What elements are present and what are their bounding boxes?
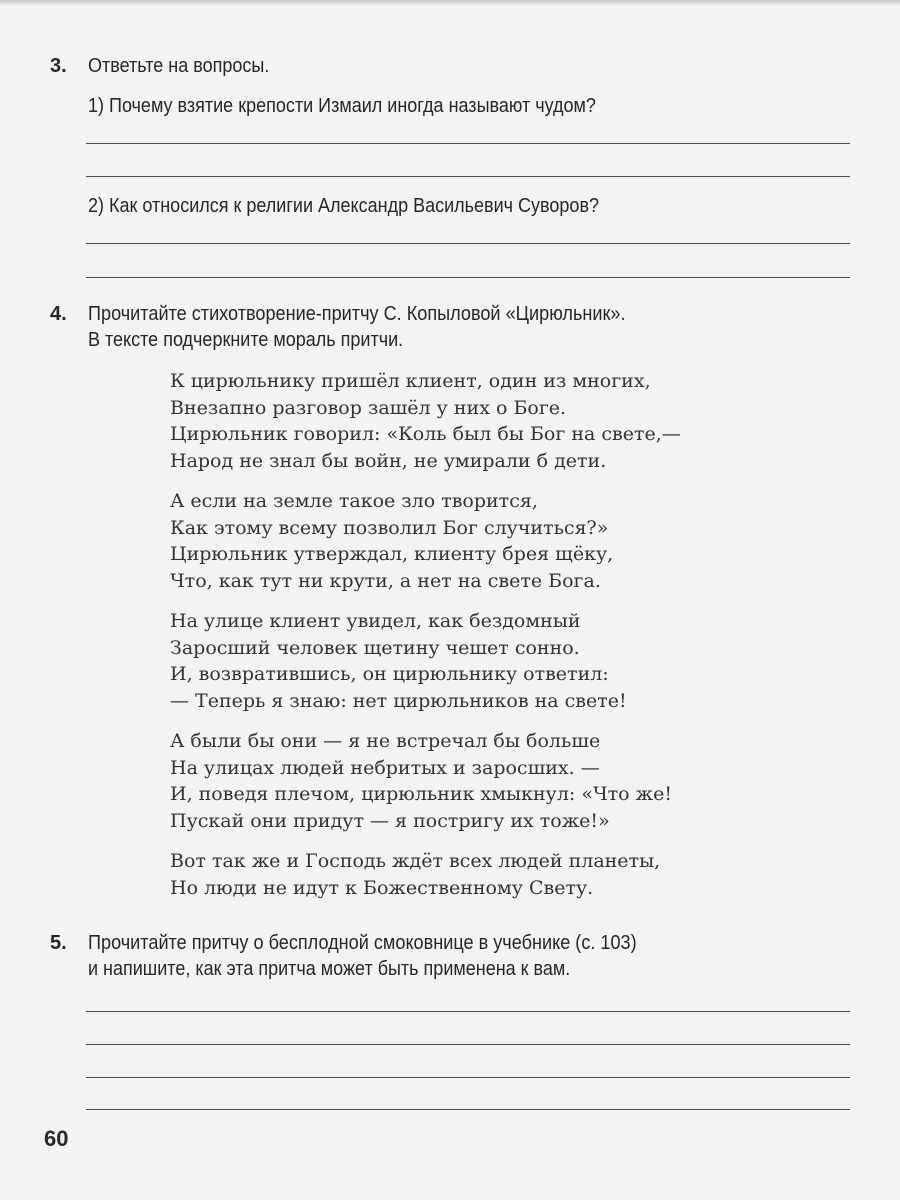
page-number: 60 [44,1126,69,1151]
poem-line: Как этому всему позволил Бог случиться?» [170,516,609,539]
task-5-number: 5. [50,932,67,954]
poem-stanza [170,728,681,834]
poem-stanza [170,488,681,594]
task-3-number: 3. [50,55,67,77]
answer-line[interactable] [86,277,850,278]
task-5-line-2: и напишите, как эта притча может быть применена к вам. [88,958,571,980]
poem-line: Вот так же и Господь ждёт всех людей планеты, [170,850,661,872]
task-4-line-2: В тексте подчеркните мораль притчи. [88,329,404,351]
poem-line: Цирюльник утверждал, клиенту брея щёку, [170,543,614,565]
task-4-line-1: Прочитайте стихотворение-притчу С. Копыловой «Цирюльник». [88,303,626,325]
poem-line: А были бы они — я не встречал бы больше [170,730,601,752]
task-5-line-1: Прочитайте притчу о бесплодной смоковнице в учебнике (с. 103) [88,932,637,954]
poem-stanza [170,608,681,714]
poem-line: Пускай они придут — я постригу их тоже!» [170,809,610,832]
poem-stanza [170,848,681,901]
answer-line[interactable] [86,176,850,177]
poem-line: Но люди не идут к Божественному Свету. [170,876,594,899]
poem-line: Цирюльник говорил: «Коль был бы Бог на свете,— [170,423,681,445]
answer-line[interactable] [86,143,850,144]
answer-line[interactable] [86,243,850,244]
poem [170,368,681,915]
poem-line: На улицах людей небритых и заросших. — [170,756,600,779]
task-3-question-2: 2) Как относился к религии Александр Васильевич Суворов? [88,195,600,217]
poem-line: На улице клиент увидел, как бездомный [170,610,581,632]
task-4-number: 4. [50,303,67,325]
poem-line: И, поведя плечом, цирюльник хмыкнул: «Что же! [170,783,672,805]
poem-line: Заросший человек щетину чешет сонно. [170,636,580,659]
poem-line: Народ не знал бы войн, не умирали б дети. [170,449,607,472]
task-3-question-1: 1) Почему взятие крепости Измаил иногда называют чудом? [88,95,596,117]
answer-line[interactable] [86,1077,850,1078]
poem-line: А если на земле такое зло творится, [170,490,538,512]
task-3-title: Ответьте на вопросы. [88,55,270,77]
answer-line[interactable] [86,1044,850,1045]
page-top-edge [0,0,900,6]
poem-line: Что, как тут ни крути, а нет на свете Бога. [170,569,601,592]
answer-line[interactable] [86,1109,850,1110]
poem-stanza [170,368,681,474]
answer-line[interactable] [86,1011,850,1012]
poem-line: К цирюльнику пришёл клиент, один из многих, [170,370,651,392]
poem-line: — Теперь я знаю: нет цирюльников на свете! [170,689,627,712]
poem-line: Внезапно разговор зашёл у них о Боге. [170,396,567,419]
poem-line: И, возвратившись, он цирюльнику ответил: [170,663,609,685]
